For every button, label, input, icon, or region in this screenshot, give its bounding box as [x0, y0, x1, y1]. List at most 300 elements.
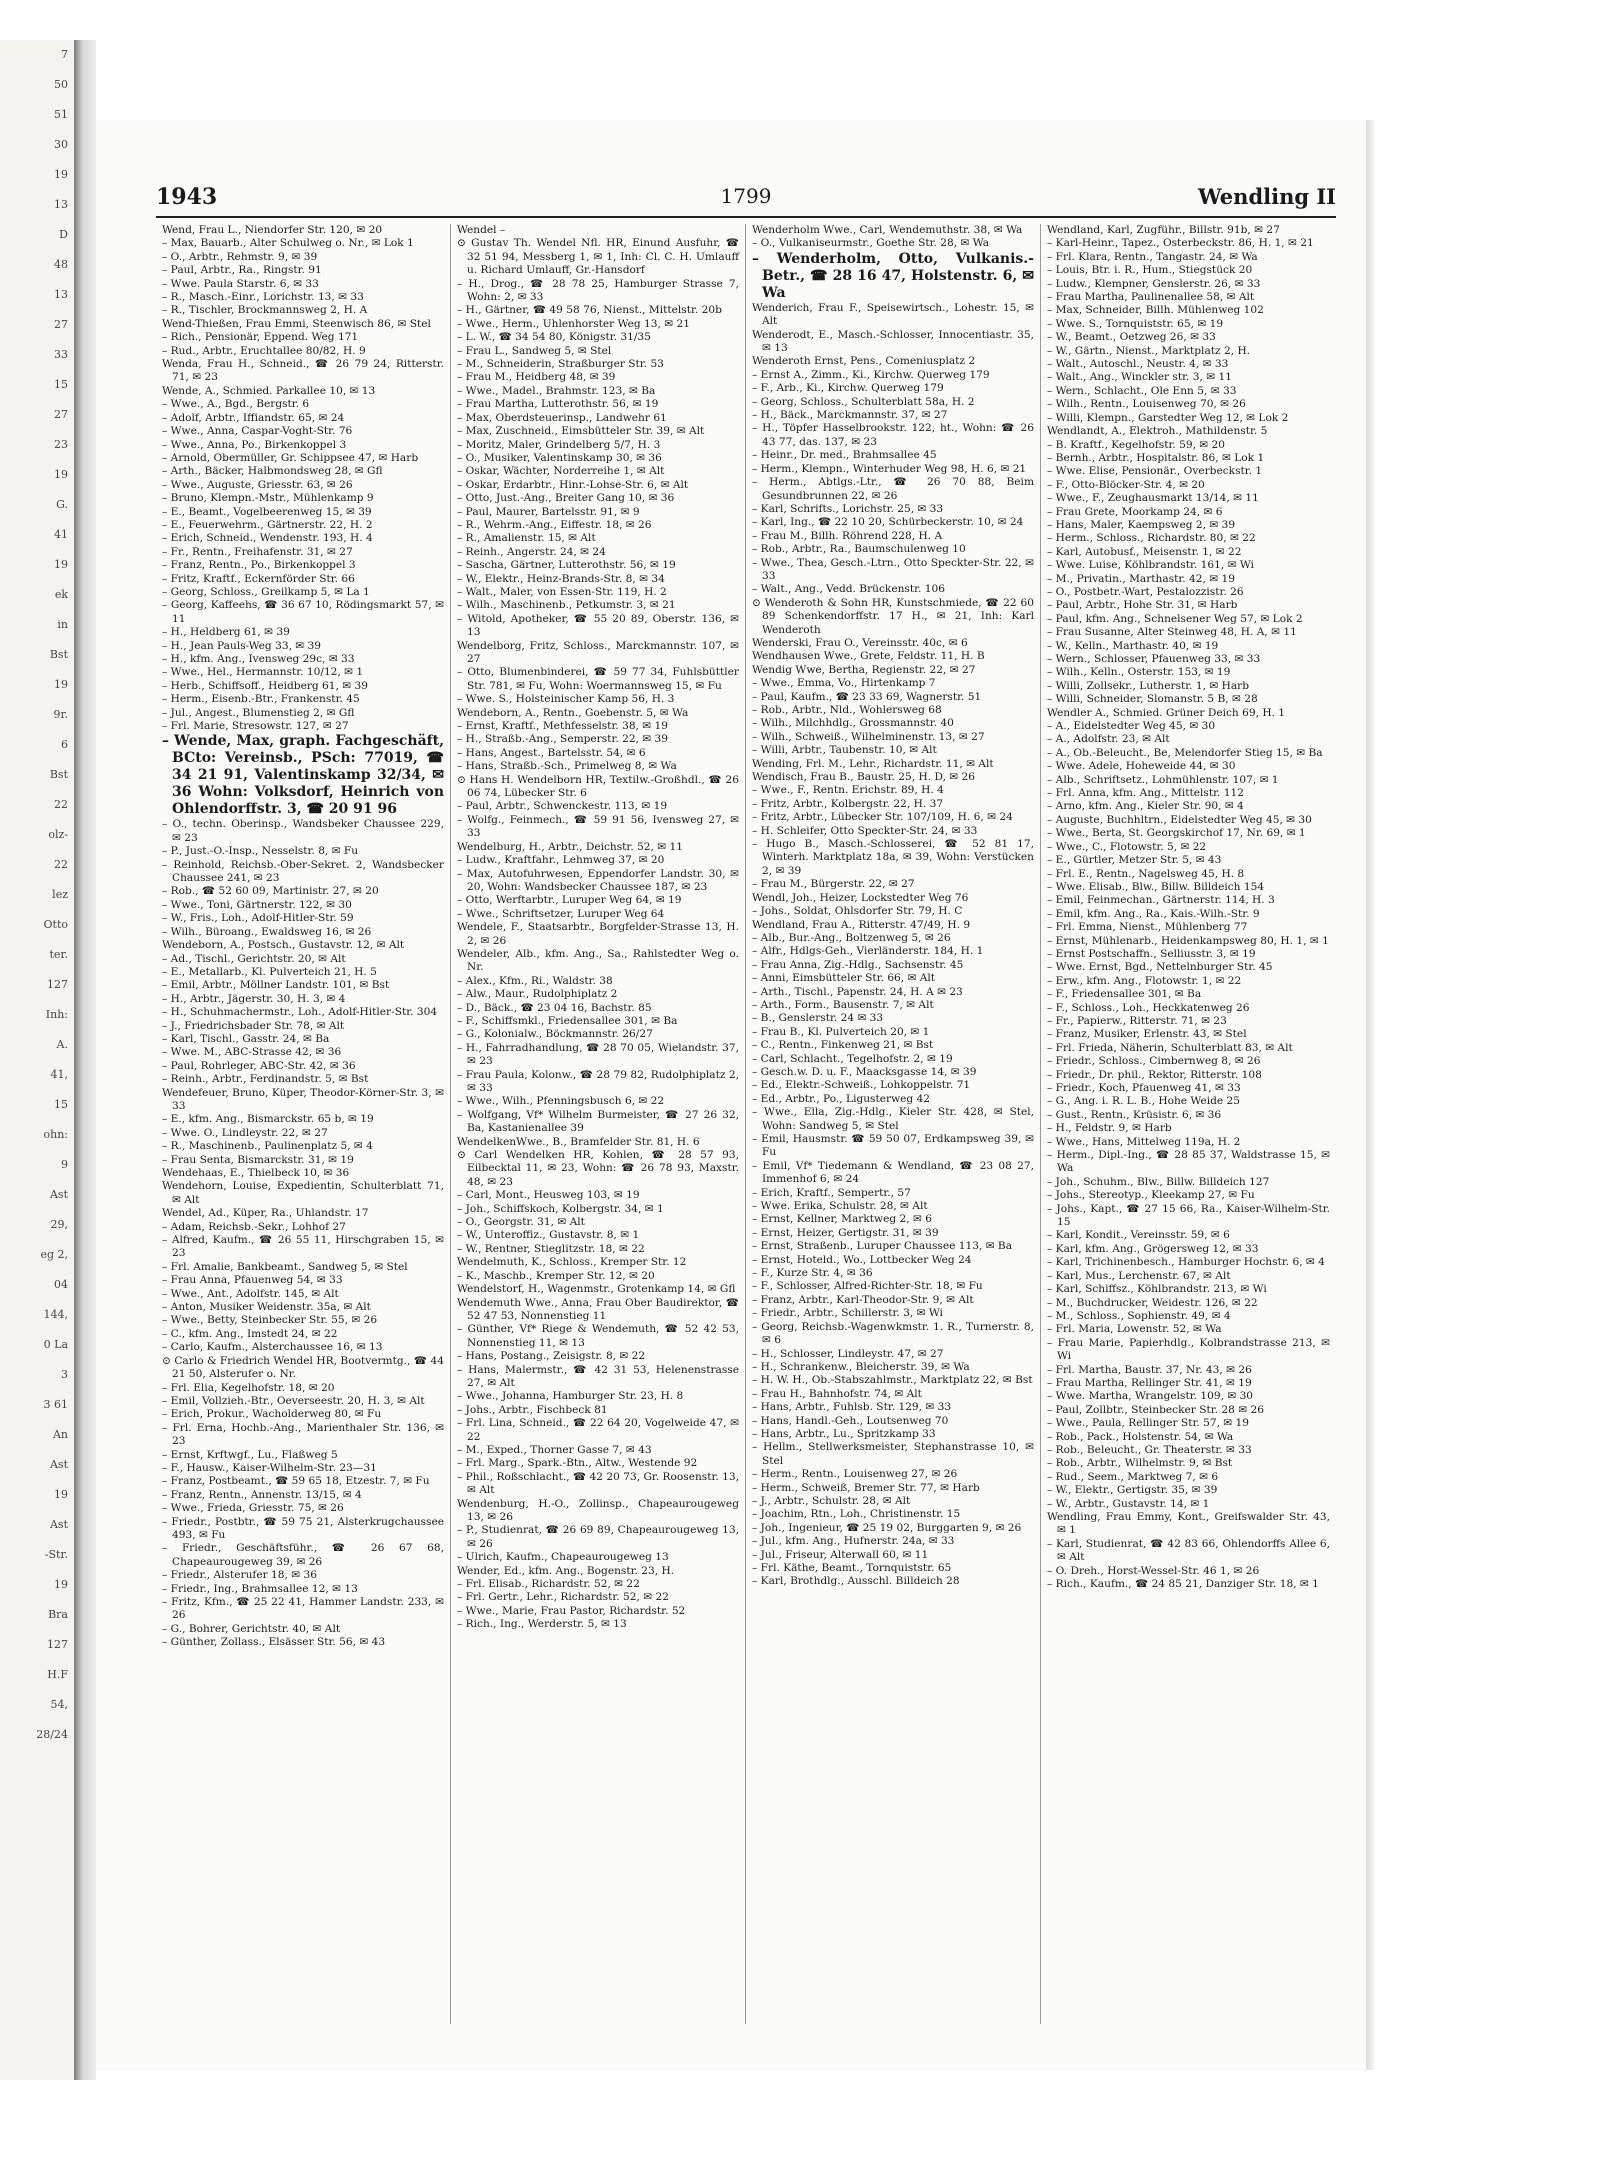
directory-entry: – Karl, Ing., ☎ 22 10 20, Schürbeckerstr. 10, ✉ 24: [752, 516, 1024, 529]
directory-entry: – Karl, Kondit., Vereinsstr. 59, ✉ 6: [1047, 1229, 1230, 1242]
directory-entry: Wendemuth Wwe., Anna, Frau Ober Baudirektor, ☎ 52 47 53, Nonnenstieg 11: [457, 1296, 739, 1322]
left-page-fragment: -Str.: [44, 1548, 68, 1561]
directory-entry: Wender, Ed., kfm. Ang., Bogenstr. 23, H.: [457, 1564, 675, 1577]
directory-entry: – Karl, Mus., Lerchenstr. 67, ✉ Alt: [1047, 1269, 1231, 1282]
directory-entry: – B., Genslerstr. 24 ✉ 33: [752, 1012, 884, 1025]
left-page-fragment: Ast: [49, 1188, 68, 1201]
directory-entry: – Herm., Rentn., Louisenweg 27, ✉ 26: [752, 1468, 958, 1481]
directory-entry: – Herm., Schloss., Richardstr. 80, ✉ 22: [1047, 532, 1256, 545]
directory-entry: – H., Schlosser, Lindleystr. 47, ✉ 27: [752, 1347, 944, 1360]
directory-entry: – Johs., Arbtr., Fischbeck 81: [457, 1403, 608, 1416]
left-page-fragment: H.F: [47, 1668, 68, 1681]
directory-entry: – Alb., Bur.-Ang., Boltzenweg 5, ✉ 26: [752, 931, 951, 944]
previous-page-strip: [0, 40, 76, 2080]
directory-entry: – O., Postbetr.-Wart, Pestalozzistr. 26: [1047, 585, 1244, 598]
directory-entry: – E., Gürtler, Metzer Str. 5, ✉ 43: [1047, 854, 1222, 867]
directory-entry: – M., Buchdrucker, Weidestr. 126, ✉ 22: [1047, 1296, 1258, 1309]
left-page-fragment: 7: [61, 48, 68, 61]
directory-entry: – Alex., Kfm., Ri., Waldstr. 38: [457, 974, 613, 987]
directory-entry: – Wwe., Berta, St. Georgskirchof 17, Nr. 69, ✉ 1: [1047, 827, 1306, 840]
directory-entry: – Frau M., Bürgerstr. 22, ✉ 27: [752, 878, 915, 891]
directory-entry: – Max, Bauarb., Alter Schulweg o. Nr., ✉ Lok 1: [162, 237, 414, 250]
directory-entry: – Frau H., Bahnhofstr. 74, ✉ Alt: [752, 1387, 922, 1400]
directory-entry: – Wwe. Paula Starstr. 6, ✉ 33: [162, 277, 319, 290]
directory-entry: – H., Schrankenw., Bleicherstr. 39, ✉ Wa: [752, 1360, 970, 1373]
directory-entry: – Wwe., Hel., Hermannstr. 10/12, ✉ 1: [162, 666, 364, 679]
directory-entry: – Joh., Schuhm., Blw., Billw. Billdeich 127: [1047, 1175, 1270, 1188]
directory-entry: – Anton, Musiker Weidenstr. 35a, ✉ Alt: [162, 1301, 371, 1314]
directory-entry: Wenderodt, E., Masch.-Schlosser, Innocentiastr. 35, ✉ 13: [752, 328, 1034, 355]
directory-entry: – B. Kraftf., Kegelhofstr. 59, ✉ 20: [1047, 438, 1226, 451]
directory-entry: – Ernst, Kellner, Marktweg 2, ✉ 6: [752, 1213, 932, 1226]
directory-entry: Wenderich, Frau F., Speisewirtsch., Lohestr. 15, ✉ Alt: [752, 301, 1034, 328]
directory-entry: Wendehaas, E., Thielbeck 10, ✉ 36: [162, 1167, 350, 1179]
directory-entry: – E., Beamt., Vogelbeerenweg 15, ✉ 39: [162, 505, 372, 518]
directory-entry: – M., Schloss., Sophienstr. 49, ✉ 4: [1047, 1309, 1231, 1322]
directory-entry: Wendig Wwe, Bertha, Regienstr. 22, ✉ 27: [752, 663, 976, 676]
left-page-fragment: 27: [54, 318, 68, 331]
directory-entry: – Paul, Rohrleger, ABC-Str. 42, ✉ 36: [162, 1059, 356, 1072]
directory-entry: – Bruno, Klempn.-Mstr., Mühlenkamp 9: [162, 492, 374, 505]
directory-entry: – Otto, Blumenbinderei, ☎ 59 77 34, Fuhlsbüttler Str. 781, ✉ Fu, Wohn: Woermannsweg 15, ✉ Fu: [457, 666, 739, 692]
directory-entry: – Frau Marie, Papierhdlg., Kolbrandstrasse 213, ✉ Wi: [1047, 1336, 1330, 1363]
left-page-fragment: 15: [54, 378, 68, 391]
directory-entry: – M., Privatin., Marthastr. 42, ✉ 19: [1047, 572, 1235, 585]
directory-entry: – Max, Autofuhrwesen, Eppendorfer Landstr. 30, ✉ 20, Wohn: Wandsbecker Chaussee 187, ✉ 23: [457, 867, 739, 893]
directory-entry: – F., Friedensallee 301, ✉ Ba: [1047, 988, 1202, 1001]
directory-entry: – Wwe. S., Holsteinischer Kamp 56, H. 3: [457, 693, 675, 706]
directory-entry: – Erich, Kraftf., Sempertr., 57: [752, 1186, 911, 1199]
directory-entry: – R., Masch.-Einr., Lorichstr. 13, ✉ 33: [162, 291, 364, 304]
directory-entry: – Wilh., Rentn., Louisenweg 70, ✉ 26: [1047, 398, 1246, 411]
directory-entry: – Wwe., Thea, Gesch.-Ltrn., Otto Speckter-Str. 22, ✉ 33: [752, 556, 1034, 582]
directory-entry: – Frl. Emma, Nienst., Mühlenberg 77: [1047, 921, 1248, 934]
directory-entry: – Karl, Brothdlg., Ausschl. Billdeich 28: [752, 1575, 960, 1588]
directory-entry: Wendele, F., Staatsarbtr., Borgfelder-Strasse 13, H. 2, ✉ 26: [457, 921, 739, 947]
directory-entry: – Wilh., Milchhdlg., Grossmannstr. 40: [752, 717, 954, 730]
directory-entry: – Franz, Arbtr., Karl-Theodor-Str. 9, ✉ Alt: [752, 1293, 974, 1306]
directory-entry: – W., Rentner, Stieglitzstr. 18, ✉ 22: [457, 1242, 645, 1255]
directory-entry: – Wilh., Kelln., Osterstr. 153, ✉ 19: [1047, 666, 1231, 679]
directory-entry: – Paul, Kaufm., ☎ 23 33 69, Wagnerstr. 51: [752, 690, 982, 703]
directory-entry: – Johs., Soldat, Ohlsdorfer Str. 79, H. C: [752, 905, 963, 918]
directory-entry: – Paul, Arbtr., Hohe Str. 31, ✉ Harb: [1047, 599, 1238, 612]
directory-entry: – G., Bohrer, Gerichtstr. 40, ✉ Alt: [162, 1622, 341, 1635]
directory-entry: Wendel, Ad., Küper, Ra., Uhlandstr. 17: [162, 1207, 369, 1220]
directory-entry: – Frau Grete, Moorkamp 24, ✉ 6: [1047, 505, 1223, 518]
directory-entry: – Ludw., Klempner, Genslerstr. 26, ✉ 33: [1047, 277, 1261, 290]
directory-entry: – Rob., Beleucht., Gr. Theaterstr. ✉ 33: [1047, 1443, 1252, 1456]
directory-entry: – Emil, Hausmstr. ☎ 59 50 07, Erdkampsweg 39, ✉ Fu: [752, 1133, 1034, 1159]
left-page-fragment: 19: [54, 468, 68, 481]
directory-entry: – Adam, Reichsb.-Sekr., Lohhof 27: [162, 1220, 346, 1233]
directory-entry: – Paul, Arbtr., Schwenckestr. 113, ✉ 19: [457, 800, 668, 813]
directory-entry: – Max, Oberdsteuerinsp., Landwehr 61: [457, 411, 667, 424]
directory-entry: Wendeborn, A., Rentn., Goebenstr. 5, ✉ Wa: [457, 706, 689, 719]
directory-entry: – Hans, Arbtr., Lu., Spritzkamp 33: [752, 1427, 936, 1440]
directory-entry: – Rich., Kaufm., ☎ 24 85 21, Danziger Str. 18, ✉ 1: [1047, 1578, 1319, 1591]
column-4: [1041, 224, 1336, 2024]
directory-entry: – Willi, Zollsekr., Lutherstr. 1, ✉ Harb: [1047, 679, 1250, 692]
directory-entry: – Willi, Klempn., Garstedter Weg 12, ✉ Lok 2: [1047, 411, 1289, 424]
directory-entry: – Herm., Dipl.-Ing., ☎ 28 85 37, Waldstrasse 15, ✉ Wa: [1047, 1149, 1330, 1175]
directory-entry: – Ernst, Heizer, Gertigstr. 31, ✉ 39: [752, 1226, 939, 1239]
directory-entry: – Jul., Angest., Blumenstieg 2, ✉ Gfl: [162, 706, 355, 719]
directory-entry: – H. Schleifer, Otto Speckter-Str. 24, ✉ 33: [752, 824, 978, 837]
left-page-fragment: 3 61: [43, 1398, 68, 1411]
directory-entry: – O., Musiker, Valentinskamp 30, ✉ 36: [457, 451, 662, 464]
left-page-fragment: 19: [54, 678, 68, 691]
left-page-fragment: 51: [54, 108, 68, 121]
directory-entry: – Hans, Maler, Kaempsweg 2, ✉ 39: [1047, 518, 1236, 531]
directory-entry: Wendelstorf, H., Wagenmstr., Grotenkamp 14, ✉ Gfl: [457, 1283, 736, 1296]
directory-entry: Wendenburg, H.-O., Zollinsp., Chapeaurougeweg 13, ✉ 26: [457, 1497, 739, 1523]
directory-entry: – Fritz, Arbtr., Kolbergstr. 22, H. 37: [752, 797, 944, 810]
directory-entry: – Frau Anna, Zig.-Hdlg., Sachsenstr. 45: [752, 958, 964, 971]
directory-entry: – Wwe., Emma, Vo., Hirtenkamp 7: [752, 677, 936, 690]
directory-entry: – G., Ang. i. R. L. B., Hohe Weide 25: [1047, 1095, 1240, 1108]
directory-entry: – Wwe., Ant., Adolfstr. 145, ✉ Alt: [162, 1287, 339, 1300]
directory-entry: – W., Arbtr., Gustavstr. 14, ✉ 1: [1047, 1497, 1210, 1510]
directory-entry: – Alb., Schriftsetz., Lohmühlenstr. 107, ✉ 1: [1047, 773, 1279, 786]
directory-entry: – Wwe. Erika, Schulstr. 28, ✉ Alt: [752, 1200, 928, 1213]
directory-entry: – W., Fris., Loh., Adolf-Hitler-Str. 59: [162, 912, 354, 925]
left-page-fragment: 144,: [43, 1308, 68, 1321]
header-running-head: Wendling II: [1197, 184, 1336, 209]
directory-entry: – Ernst A., Zimm., Ki., Kirchw. Querweg 179: [752, 368, 990, 381]
directory-entry: – Frau M., Billh. Röhrend 228, H. A: [752, 529, 943, 542]
directory-entry: – R., Tischler, Brockmannsweg 2, H. A: [162, 304, 368, 317]
directory-entry: Wendisch, Frau B., Baustr. 25, H. D, ✉ 26: [752, 771, 976, 784]
directory-entry: – Reinhold, Reichsb.-Ober-Sekret. 2, Wandsbecker Chaussee 241, ✉ 23: [162, 858, 444, 885]
directory-entry: – Arnold, Obermüller, Gr. Schippsee 47, ✉ Harb: [162, 451, 419, 464]
directory-entry: – Willi, Arbtr., Taubenstr. 10, ✉ Alt: [752, 744, 937, 757]
directory-entry: – Herm., Eisenb.-Btr., Frankenstr. 45: [162, 693, 360, 706]
directory-entry: Wendl, Joh., Heizer, Lockstedter Weg 76: [752, 891, 969, 904]
directory-entry: – Fr., Papierw., Ritterstr. 71, ✉ 23: [1047, 1014, 1227, 1027]
directory-entry: – O. Dreh., Horst-Wessel-Str. 46 1, ✉ 26: [1047, 1564, 1260, 1577]
directory-entry: – Hugo B., Masch.-Schlosserei, ☎ 52 81 17, Winterh. Marktplatz 18a, ✉ 39, Wohn: Verstücken 2, ✉ 39: [752, 838, 1034, 877]
directory-entry: – Friedr., Geschäftsführ., ☎ 26 67 68, Chapeaurougeweg 39, ✉ 26: [162, 1542, 444, 1568]
directory-entry: – O., techn. Oberinsp., Wandsbeker Chaussee 229, ✉ 23: [162, 818, 444, 844]
directory-entry: – Emil, Vf* Tiedemann & Wendland, ☎ 23 08 27, Immenhof 6, ✉ 24: [752, 1159, 1034, 1186]
directory-entry: – R., Amalienstr. 15, ✉ Alt: [457, 532, 596, 545]
left-page-fragment: lez: [52, 888, 68, 901]
left-page-fragment: 19: [54, 168, 68, 181]
directory-entry: Wendeborn, A., Postsch., Gustavstr. 12, ✉ Alt: [162, 939, 405, 952]
left-page-fragment: 3: [61, 1368, 68, 1381]
directory-entry: – Arth., Tischl., Papenstr. 24, H. A ✉ 23: [752, 985, 963, 998]
directory-entry: – Gesch.w. D. u. F., Maacksgasse 14, ✉ 39: [752, 1065, 977, 1078]
directory-entry: – Friedr., Dr. phil., Rektor, Ritterstr. 108: [1047, 1068, 1262, 1081]
directory-entry: – Frau Senta, Bismarckstr. 31, ✉ 19: [162, 1153, 354, 1166]
directory-entry: – Hans, Straßb.-Sch., Primelweg 8, ✉ Wa: [457, 760, 677, 773]
directory-entry: – Wwe., Ella, Zig.-Hdlg., Kieler Str. 428, ✉ Stel, Wohn: Sandweg 5, ✉ Stel: [752, 1106, 1034, 1132]
left-page-fragment: in: [57, 618, 68, 631]
directory-entry: – Hans, Postang., Zeisigstr. 8, ✉ 22: [457, 1350, 646, 1363]
left-page-fragment: 15: [54, 1098, 68, 1111]
directory-entry: – R., Maschinenb., Paulinenplatz 5, ✉ 4: [162, 1140, 373, 1153]
directory-entry: – Wenderholm, Otto, Vulkanis.-Betr., ☎ 28 16 47, Holstenstr. 6, ✉ Wa: [752, 250, 1034, 301]
left-page-fragment: 13: [54, 198, 68, 211]
directory-entry: – Wwe., Frieda, Griesstr. 75, ✉ 26: [162, 1502, 344, 1515]
directory-entry: – Paul, Arbtr., Ra., Ringstr. 91: [162, 264, 322, 277]
directory-entry: – E., Feuerwehrm., Gärtnerstr. 22, H. 2: [162, 518, 373, 531]
left-page-fragment: 23: [54, 438, 68, 451]
directory-entry: – Karl, Trichinenbesch., Hamburger Hochstr. 6, ✉ 4: [1047, 1256, 1325, 1269]
directory-entry: Wendelmuth, K., Schloss., Kremper Str. 12: [457, 1256, 687, 1269]
book-gutter: [74, 40, 96, 2080]
directory-entry: – Rob., Pack., Holstenstr. 54, ✉ Wa: [1047, 1430, 1234, 1443]
directory-entry: – Frau B., Kl. Pulverteich 20, ✉ 1: [752, 1025, 930, 1038]
directory-entry: ⊙ Carl Wendelken HR, Kohlen, ☎ 28 57 93, Eilbecktal 11, ✉ 23, Wohn: ☎ 26 78 93, Maxstr. 48, ✉ 23: [457, 1149, 739, 1188]
directory-entry: – Max, Schneider, Billh. Mühlenweg 102: [1047, 304, 1264, 317]
directory-entry: – Rud., Arbtr., Eruchtallee 80/82, H. 9: [162, 344, 366, 357]
directory-entry: – Herm., Abtlgs.-Ltr., ☎ 26 70 88, Beim Gesundbrunnen 22, ✉ 26: [752, 476, 1034, 502]
directory-entry: – Frl. Elia, Kegelhofstr. 18, ✉ 20: [162, 1381, 335, 1394]
directory-entry: – Frl. Elisab., Richardstr. 52, ✉ 22: [457, 1578, 640, 1591]
directory-entry: – Rud., Seem., Marktweg 7, ✉ 6: [1047, 1470, 1219, 1483]
directory-entry: – Friedr., Postbtr., ☎ 59 75 21, Alsterkrugchaussee 493, ✉ Fu: [162, 1515, 444, 1541]
directory-entry: – Wwe. M., ABC-Strasse 42, ✉ 36: [162, 1046, 342, 1059]
directory-entry: – Sascha, Gärtner, Lutterothstr. 56, ✉ 19: [457, 559, 676, 572]
directory-entry: – Adolf, Arbtr., Iffiandstr. 65, ✉ 24: [162, 411, 345, 424]
directory-entry: – Walt., Maler, von Essen-Str. 119, H. 2: [457, 585, 667, 598]
directory-entry: – Friedr., Koch, Pfauenweg 41, ✉ 33: [1047, 1082, 1241, 1094]
directory-entry: – Emil, Feinmechan., Gärtnerstr. 114, H. 3: [1047, 894, 1275, 907]
directory-entry: – Wwe., Marie, Frau Pastor, Richardstr. 52: [457, 1604, 686, 1617]
directory-entry: – H., Schuhmachermstr., Loh., Adolf-Hitler-Str. 304: [162, 1006, 438, 1019]
directory-entry: – W., Elektr., Gertigstr. 35, ✉ 39: [1047, 1484, 1218, 1497]
directory-entry: – Herb., Schiffsoff., Heidberg 61, ✉ 39: [162, 679, 368, 692]
directory-entry: Wendeler, Alb., kfm. Ang., Sa., Rahlstedter Weg o. Nr.: [457, 947, 739, 974]
directory-entry: – Herm., Klempn., Winterhuder Weg 98, H. 6, ✉ 21: [752, 462, 1027, 475]
directory-entry: – Wwe., C., Flotowstr. 5, ✉ 22: [1047, 840, 1207, 853]
directory-entry: – Joachim, Rtn., Loh., Christinenstr. 15: [752, 1508, 961, 1521]
directory-entry: – A., Ob.-Beleucht., Be, Melendorfer Stieg 15, ✉ Ba: [1047, 746, 1323, 759]
left-page-fragment: 30: [54, 138, 68, 151]
directory-entry: – Wwe., Herm., Uhlenhorster Weg 13, ✉ 21: [457, 317, 690, 330]
directory-entry: – O., Vulkaniseurmstr., Goethe Str. 28, ✉ Wa: [752, 237, 990, 250]
left-page-fragment: olz-: [48, 828, 68, 841]
directory-entry: Wendling, Frau Emmy, Kont., Greifswalder Str. 43, ✉ 1: [1047, 1511, 1330, 1537]
directory-entry: – Gust., Rentn., Krüsistr. 6, ✉ 36: [1047, 1108, 1222, 1121]
directory-columns: [156, 224, 1336, 2024]
directory-entry: – Anni, Eimsbütteler Str. 66, ✉ Alt: [752, 972, 936, 985]
directory-entry: – Walt., Autoschl., Neustr. 4, ✉ 33: [1047, 358, 1229, 371]
directory-entry: – Karl, kfm. Ang., Grögersweg 12, ✉ 33: [1047, 1242, 1259, 1255]
directory-entry: – Erw., kfm. Ang., Flotowstr. 1, ✉ 22: [1047, 974, 1242, 987]
left-page-fragment: eg 2,: [40, 1248, 68, 1261]
directory-entry: – Emil, kfm. Ang., Ra., Kais.-Wilh.-Str. 9: [1047, 907, 1260, 920]
directory-entry: – Frl. Frieda, Näherin, Schulterblatt 83, ✉ Alt: [1047, 1041, 1293, 1054]
directory-entry: – Ad., Tischl., Gerichtstr. 20, ✉ Alt: [162, 952, 346, 965]
directory-entry: – Ernst, Kraftf., Methfesselstr. 38, ✉ 19: [457, 720, 669, 733]
directory-entry: – Frau Paula, Kolonw., ☎ 28 79 82, Rudolphiplatz 2, ✉ 33: [457, 1068, 739, 1094]
directory-entry: – Carl, Schlacht., Tegelhofstr. 2, ✉ 19: [752, 1052, 953, 1065]
directory-entry: – Ernst, Mühlenarb., Heidenkampsweg 80, H. 1, ✉ 1: [1047, 934, 1329, 947]
directory-entry: – Wilh., Maschinenb., Petkumstr. 3, ✉ 21: [457, 599, 676, 612]
directory-entry: – Wwe. Martha, Wrangelstr. 109, ✉ 30: [1047, 1390, 1254, 1403]
directory-entry: Wendehorn, Louise, Expedientin, Schulterblatt 71, ✉ Alt: [162, 1180, 444, 1206]
directory-entry: – M., Schneiderin, Straßburger Str. 53: [457, 358, 664, 371]
directory-entry: Wend-Thießen, Frau Emmi, Steenwisch 86, ✉ Stel: [162, 317, 431, 330]
directory-entry: – Rob., Arbtr., Nld., Wohlersweg 68: [752, 704, 942, 716]
directory-entry: – Reinh., Angerstr. 24, ✉ 24: [457, 545, 606, 558]
directory-entry: – Günther, Zollass., Elsässer Str. 56, ✉ 43: [162, 1636, 386, 1649]
directory-entry: – Wilh., Büroang., Ewaldsweg 16, ✉ 26: [162, 925, 372, 938]
directory-entry: – Phil., Roßschlacht., ☎ 42 20 73, Gr. Roosenstr. 13, ✉ Alt: [457, 1470, 739, 1497]
directory-entry: – Ernst, Krftwgf., Lu., Flaßweg 5: [162, 1448, 338, 1461]
left-page-fragment: ter.: [49, 948, 68, 961]
left-page-fragment: 41,: [50, 1068, 68, 1081]
directory-entry: Wenderoth Ernst, Pens., Comeniusplatz 2: [752, 355, 976, 368]
directory-entry: – Arth., Bäcker, Halbmondsweg 28, ✉ Gfl: [162, 465, 383, 478]
directory-entry: – Wwe., Auguste, Griesstr. 63, ✉ 26: [162, 478, 353, 491]
directory-entry: – Reinh., Arbtr., Ferdinandstr. 5, ✉ Bst: [162, 1073, 369, 1086]
directory-entry: – Walt., Ang., Winckler str. 3, ✉ 11: [1047, 371, 1232, 384]
directory-entry: – Frau Susanne, Alter Steinweg 48, H. A, ✉ 11: [1047, 626, 1297, 639]
directory-entry: – H., Fahrradhandlung, ☎ 28 70 05, Wielandstr. 37, ✉ 23: [457, 1041, 739, 1068]
directory-entry: – F., Schloss., Loh., Heckkatenweg 26: [1047, 1001, 1250, 1014]
directory-entry: – Frau M., Heidberg 48, ✉ 39: [457, 371, 616, 384]
directory-entry: – E., kfm. Ang., Bismarckstr. 65 b, ✉ 19: [162, 1113, 374, 1126]
directory-entry: – Hans, Arbtr., Fuhlsb. Str. 129, ✉ 33: [752, 1401, 952, 1414]
directory-page: [96, 120, 1366, 2070]
directory-entry: – Frl. Marg., Spark.-Btn., Altw., Westende 92: [457, 1457, 698, 1470]
directory-entry: ⊙ Carlo & Friedrich Wendel HR, Bootvermtg., ☎ 44 21 50, Alsterufer o. Nr.: [162, 1354, 444, 1381]
directory-entry: – Paul, Zollbtr., Steinbecker Str. 28 ✉ 26: [1047, 1403, 1264, 1416]
directory-entry: – Willi, Schneider, Slomanstr. 5 B, ✉ 28: [1047, 693, 1258, 706]
directory-entry: – Frau Martha, Rellinger Str. 41, ✉ 19: [1047, 1376, 1252, 1389]
directory-entry: – Frl. Käthe, Beamt., Tornquiststr. 65: [752, 1562, 952, 1574]
left-page-fragment: 19: [54, 1488, 68, 1501]
directory-entry: Wendelburg, H., Arbtr., Deichstr. 52, ✉ 11: [457, 840, 684, 853]
left-page-fragment: Bst: [49, 768, 68, 781]
directory-entry: – H., Arbtr., Jägerstr. 30, H. 3, ✉ 4: [162, 992, 346, 1005]
directory-entry: – Franz, Musiker, Erlenstr. 43, ✉ Stel: [1047, 1028, 1247, 1041]
directory-entry: – H., Drog., ☎ 28 78 25, Hamburger Strasse 7, Wohn: 2, ✉ 33: [457, 277, 739, 304]
left-page-fragment: D: [59, 228, 68, 241]
directory-entry: – Franz, Postbeamt., ☎ 59 65 18, Etzestr. 7, ✉ Fu: [162, 1475, 430, 1488]
directory-entry: – Wwe. S., Tornquiststr. 65, ✉ 19: [1047, 317, 1224, 330]
directory-entry: – Arno, kfm. Ang., Kieler Str. 90, ✉ 4: [1047, 800, 1244, 813]
directory-entry: Wendler A., Schmied. Grüner Deich 69, H. 1: [1047, 706, 1286, 719]
directory-entry: – Wwe., Wilh., Pfenningsbusch 6, ✉ 22: [457, 1095, 665, 1108]
directory-entry: – Alw., Maur., Rudolphiplatz 2: [457, 988, 618, 1001]
directory-entry: – W., Gärtn., Nienst., Marktplatz 2, H.: [1047, 344, 1251, 357]
directory-entry: – Erich, Schneid., Wendenstr. 193, H. 4: [162, 532, 373, 545]
directory-entry: – Wern., Schlacht., Ole Enn 5, ✉ 33: [1047, 384, 1237, 397]
directory-entry: – Otto, Just.-Ang., Breiter Gang 10, ✉ 36: [457, 492, 675, 505]
directory-entry: – Karl, Autobusf., Meisenstr. 1, ✉ 22: [1047, 545, 1242, 558]
directory-entry: – Rob., Arbtr., Ra., Baumschulenweg 10: [752, 543, 966, 556]
directory-entry: – Georg, Schloss., Greilkamp 5, ✉ La 1: [162, 585, 370, 598]
directory-entry: – Fritz, Arbtr., Lübecker Str. 107/109, H. 6, ✉ 24: [752, 811, 1013, 824]
left-page-fragment: 54,: [50, 1698, 68, 1711]
directory-entry: – Paul, Maurer, Bartelsstr. 91, ✉ 9: [457, 505, 640, 518]
directory-entry: – Wwe., Madel., Brahmstr. 123, ✉ Ba: [457, 384, 656, 397]
left-page-fragment: ohn:: [43, 1128, 68, 1141]
left-page-fragment: Bra: [48, 1608, 68, 1621]
directory-entry: – Frau Martha, Paulinenallee 58, ✉ Alt: [1047, 291, 1255, 304]
directory-entry: – J., Friedrichsbader Str. 78, ✉ Alt: [162, 1019, 345, 1032]
directory-entry: – H., Feldstr. 9, ✉ Harb: [1047, 1122, 1172, 1135]
directory-entry: ⊙ Gustav Th. Wendel Nfl. HR, Einund Ausfuhr, ☎ 32 51 94, Messberg 1, ✉ 1, Inh: Cl. C. H. Umlauff u. Richard Umlauff, Gr.-Hansdorf: [457, 237, 739, 277]
directory-entry: – P., Just.-O.-Insp., Nesselstr. 8, ✉ Fu: [162, 845, 359, 858]
directory-entry: – Ulrich, Kaufm., Chapeaurougeweg 13: [457, 1551, 669, 1564]
directory-entry: – Rich., Pensionär, Eppend. Weg 171: [162, 331, 359, 344]
left-page-fragment: 127: [47, 1638, 68, 1651]
directory-entry: – W., Beamt., Oetzweg 26, ✉ 33: [1047, 331, 1216, 344]
directory-entry: – Frl. Gertr., Lehr., Richardstr. 52, ✉ 22: [457, 1591, 669, 1604]
directory-entry: – Frl. Erna, Hochb.-Ang., Marienthaler Str. 136, ✉ 23: [162, 1421, 444, 1448]
directory-entry: – Louis, Btr. i. R., Hum., Stiegstück 20: [1047, 264, 1253, 277]
left-page-fragment: 6: [61, 738, 68, 751]
directory-entry: – Auguste, Buchhltrn., Eidelstedter Weg 45, ✉ 30: [1047, 813, 1312, 826]
directory-entry: – F., Schiffsmkl., Friedensallee 301, ✉ Ba: [457, 1014, 678, 1027]
directory-entry: – F., Schlosser, Alfred-Richter-Str. 18, ✉ Fu: [752, 1280, 983, 1293]
directory-entry: – Wwe., F., Zeughausmarkt 13/14, ✉ 11: [1047, 492, 1259, 505]
directory-entry: – Herm., Schweiß, Bremer Str. 77, ✉ Harb: [752, 1481, 980, 1494]
directory-entry: – Ed., Elektr.-Schweiß., Lohkoppelstr. 71: [752, 1079, 971, 1092]
left-page-fragment: 41: [54, 528, 68, 541]
directory-entry: – Hans, Malermstr., ☎ 42 31 53, Helenenstrasse 27, ✉ Alt: [457, 1363, 739, 1389]
directory-entry: – Frl. Martha, Baustr. 37, Nr. 43, ✉ 26: [1047, 1363, 1252, 1376]
directory-entry: – Ludw., Kraftfahr., Lehmweg 37, ✉ 20: [457, 854, 665, 867]
directory-entry: – Frl. Maria, Lowenstr. 52, ✉ Wa: [1047, 1323, 1222, 1336]
directory-entry: – M., Exped., Thorner Gasse 7, ✉ 43: [457, 1443, 652, 1456]
directory-entry: – Georg, Schloss., Schulterblatt 58a, H. 2: [752, 395, 975, 408]
left-page-fragment: Bst: [49, 648, 68, 661]
directory-entry: – Wwe. O., Lindleystr. 22, ✉ 27: [162, 1126, 328, 1139]
directory-entry: – K., Maschb., Kremper Str. 12, ✉ 20: [457, 1269, 655, 1282]
directory-entry: – Frl. E., Rentn., Nagelsweg 45, H. 8: [1047, 867, 1245, 880]
directory-entry: – Franz, Rentn., Annenstr. 13/15, ✉ 4: [162, 1488, 362, 1501]
directory-entry: – Wolfgang, Vf* Wilhelm Burmeister, ☎ 27 26 32, Ba, Kastanienallee 39: [457, 1108, 739, 1135]
left-page-fragment: 0 La: [43, 1338, 68, 1351]
directory-entry: – H., Jean Pauls-Weg 33, ✉ 39: [162, 639, 322, 652]
directory-entry: – Wwe., Johanna, Hamburger Str. 23, H. 8: [457, 1390, 684, 1403]
directory-entry: – Wwe. Elisab., Blw., Billw. Billdeich 154: [1047, 880, 1265, 893]
directory-entry: – Johs., Stereotyp., Kleekamp 27, ✉ Fu: [1047, 1189, 1255, 1202]
directory-entry: – Emil, Arbtr., Möllner Landstr. 101, ✉ Bst: [162, 979, 390, 992]
left-page-fragment: 22: [54, 798, 68, 811]
directory-entry: – O., Arbtr., Rehmstr. 9, ✉ 39: [162, 250, 318, 263]
directory-entry: – A., Adolfstr. 23, ✉ Alt: [1047, 733, 1170, 746]
directory-entry: – Wende, Max, graph. Fachgeschäft, BCto: Vereinsb., PSch: 77019, ☎ 34 21 91, Valentinskamp 32/34, ✉ 36 Wohn: Volksdorf, Heinrich von Ohlendorffstr. 3, ☎ 20 91 96: [162, 733, 444, 818]
left-page-fragment: 27: [54, 408, 68, 421]
directory-entry: – Wwe., Anna, Caspar-Voght-Str. 76: [162, 425, 353, 438]
directory-entry: – D., Bäck., ☎ 23 04 16, Bachstr. 85: [457, 1001, 652, 1014]
directory-entry: – Max, Zuschneid., Eimsbütteler Str. 39, ✉ Alt: [457, 425, 705, 438]
directory-entry: – Günther, Vf* Riege & Wendemuth, ☎ 52 42 53, Nonnenstieg 11, ✉ 13: [457, 1323, 739, 1349]
directory-entry: – Heinr., Dr. med., Brahmsallee 45: [752, 449, 937, 462]
directory-entry: WendelkenWwe., B., Bramfelder Str. 81, H. 6: [457, 1135, 700, 1148]
directory-entry: – Johs., Kapt., ☎ 27 15 66, Ra., Kaiser-Wilhelm-Str. 15: [1047, 1202, 1330, 1229]
directory-entry: Wend, Frau L., Niendorfer Str. 120, ✉ 20: [162, 224, 383, 236]
directory-entry: – Rich., Ing., Werderstr. 5, ✉ 13: [457, 1618, 627, 1631]
directory-entry: – Joh., Ingenieur, ☎ 25 19 02, Burggarten 9, ✉ 26: [752, 1521, 1022, 1534]
directory-entry: Wendelborg, Fritz, Schloss., Marckmannstr. 107, ✉ 27: [457, 639, 739, 665]
directory-entry: – F., Otto-Blöcker-Str. 4, ✉ 20: [1047, 478, 1205, 491]
directory-entry: – Wwe., Betty, Steinbecker Str. 55, ✉ 26: [162, 1314, 378, 1327]
directory-entry: – W., Elektr., Heinz-Brands-Str. 8, ✉ 34: [457, 572, 665, 585]
directory-entry: – Hans, Angest., Bartelsstr. 54, ✉ 6: [457, 746, 646, 759]
left-page-fragment: 127: [47, 978, 68, 991]
directory-entry: – O., Georgstr. 31, ✉ Alt: [457, 1216, 585, 1229]
page-edge: [1366, 120, 1374, 2070]
